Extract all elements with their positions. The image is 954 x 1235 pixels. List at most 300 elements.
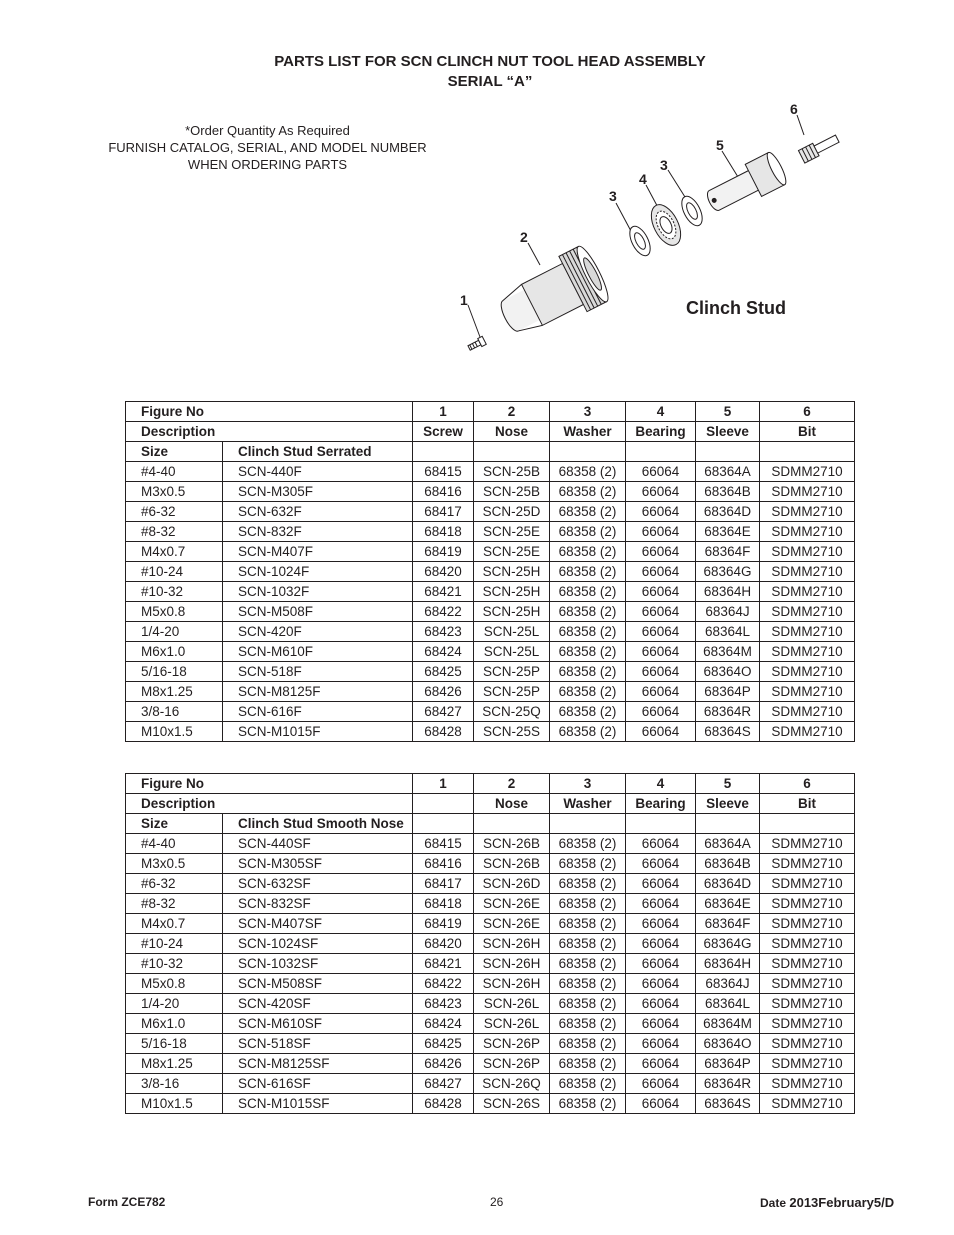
table-cell: 66064 xyxy=(626,874,696,894)
table-cell: 68364P xyxy=(696,682,760,702)
table-cell: 68364P xyxy=(696,1054,760,1074)
table-cell: SCN-616F xyxy=(223,702,413,722)
table-cell: 68358 (2) xyxy=(550,662,626,682)
table-cell: SCN-M8125SF xyxy=(223,1054,413,1074)
table-cell: 68358 (2) xyxy=(550,914,626,934)
table-cell: SDMM2710 xyxy=(760,974,855,994)
table-cell: 68364M xyxy=(696,642,760,662)
table-cell: M5x0.8 xyxy=(126,974,223,994)
header-cell: 6 xyxy=(760,774,855,794)
table-cell: SDMM2710 xyxy=(760,482,855,502)
description-row xyxy=(126,794,855,814)
table-cell: SDMM2710 xyxy=(760,542,855,562)
table-row xyxy=(126,914,855,934)
table-cell: 68364O xyxy=(696,1034,760,1054)
table-cell: M3x0.5 xyxy=(126,482,223,502)
callout-1: 1 xyxy=(460,292,468,308)
table-cell: 68426 xyxy=(413,1054,474,1074)
table-cell: 68415 xyxy=(413,462,474,482)
table-cell: 68358 (2) xyxy=(550,502,626,522)
table-cell: #10-32 xyxy=(126,582,223,602)
table-cell: SDMM2710 xyxy=(760,462,855,482)
table-cell: SDMM2710 xyxy=(760,722,855,742)
table-cell: 68425 xyxy=(413,1034,474,1054)
table-cell: 68358 (2) xyxy=(550,994,626,1014)
table-cell: 68358 (2) xyxy=(550,894,626,914)
table-cell: SCN-26D xyxy=(474,874,550,894)
table-cell: M6x1.0 xyxy=(126,1014,223,1034)
table-cell: 68364S xyxy=(696,1094,760,1114)
table-row xyxy=(126,722,855,742)
table-cell: SCN-26H xyxy=(474,954,550,974)
callout-5: 5 xyxy=(716,137,724,153)
table-cell: 66064 xyxy=(626,834,696,854)
table-cell: 66064 xyxy=(626,974,696,994)
table-cell: 68358 (2) xyxy=(550,954,626,974)
table-cell: SCN-26E xyxy=(474,894,550,914)
table-cell: 68358 (2) xyxy=(550,1054,626,1074)
table-cell: 68420 xyxy=(413,934,474,954)
table-cell: SDMM2710 xyxy=(760,954,855,974)
header-cell: Nose xyxy=(474,422,550,442)
table-cell: 66064 xyxy=(626,682,696,702)
table-cell: SDMM2710 xyxy=(760,702,855,722)
table-cell: 68418 xyxy=(413,522,474,542)
table-cell: SDMM2710 xyxy=(760,1054,855,1074)
table-cell: SCN-440F xyxy=(223,462,413,482)
table-cell: 68364E xyxy=(696,894,760,914)
table-cell: 68364H xyxy=(696,582,760,602)
table-cell: 68364O xyxy=(696,662,760,682)
table-cell: #4-40 xyxy=(126,834,223,854)
table-cell: M5x0.8 xyxy=(126,602,223,622)
table-cell: 68364F xyxy=(696,542,760,562)
table-cell: SCN-25S xyxy=(474,722,550,742)
table-cell: M6x1.0 xyxy=(126,642,223,662)
header-cell: 5 xyxy=(696,402,760,422)
table-cell: 68358 (2) xyxy=(550,602,626,622)
table-cell: SCN-M407F xyxy=(223,542,413,562)
figure-no-row xyxy=(126,774,855,794)
table-cell: 66064 xyxy=(626,1054,696,1074)
header-cell: Size xyxy=(126,814,223,834)
table-cell: SDMM2710 xyxy=(760,914,855,934)
table-cell: 68416 xyxy=(413,482,474,502)
diagram-caption: Clinch Stud xyxy=(686,298,786,318)
table-cell: 66064 xyxy=(626,994,696,1014)
table-row xyxy=(126,622,855,642)
table-cell: SCN-26L xyxy=(474,994,550,1014)
empty-cell xyxy=(760,814,855,834)
table-cell: SCN-M305SF xyxy=(223,854,413,874)
header-cell: 1 xyxy=(413,774,474,794)
header-cell: 4 xyxy=(626,774,696,794)
table-cell: 68424 xyxy=(413,642,474,662)
table-cell: #8-32 xyxy=(126,522,223,542)
table-cell: 68423 xyxy=(413,622,474,642)
table-cell: SCN-25B xyxy=(474,462,550,482)
table-cell: 66064 xyxy=(626,522,696,542)
table-cell: SDMM2710 xyxy=(760,622,855,642)
table-cell: SCN-518SF xyxy=(223,1034,413,1054)
table-cell: 66064 xyxy=(626,722,696,742)
table-row xyxy=(126,562,855,582)
table-cell: M3x0.5 xyxy=(126,854,223,874)
table-cell: 3/8-16 xyxy=(126,702,223,722)
table-cell: 68358 (2) xyxy=(550,854,626,874)
table-cell: 66064 xyxy=(626,854,696,874)
table-cell: 68422 xyxy=(413,974,474,994)
table-cell: 68419 xyxy=(413,914,474,934)
table-cell: #10-32 xyxy=(126,954,223,974)
callout-2: 2 xyxy=(520,229,528,245)
table-cell: 68421 xyxy=(413,582,474,602)
table-cell: 68364L xyxy=(696,622,760,642)
table-cell: 68364B xyxy=(696,854,760,874)
table-cell: 68364E xyxy=(696,522,760,542)
order-note xyxy=(90,122,445,173)
table-cell: 66064 xyxy=(626,702,696,722)
sleeve-part xyxy=(702,150,790,218)
order-note-line: *Order Quantity As Required xyxy=(185,123,350,138)
table-row xyxy=(126,954,855,974)
table-cell: 68358 (2) xyxy=(550,682,626,702)
header-cell: Bit xyxy=(760,794,855,814)
table-row xyxy=(126,602,855,622)
table-cell: 68358 (2) xyxy=(550,1094,626,1114)
table-cell: 66064 xyxy=(626,462,696,482)
table-cell: 68418 xyxy=(413,894,474,914)
table-cell: SCN-26Q xyxy=(474,1074,550,1094)
table-cell: 66064 xyxy=(626,1014,696,1034)
table-cell: 68364F xyxy=(696,914,760,934)
table-cell: SCN-25H xyxy=(474,582,550,602)
table-cell: M4x0.7 xyxy=(126,542,223,562)
table-cell: 66064 xyxy=(626,1034,696,1054)
table-cell: SDMM2710 xyxy=(760,662,855,682)
table-cell: SCN-25E xyxy=(474,522,550,542)
table-row xyxy=(126,662,855,682)
date-label: Date xyxy=(760,1196,787,1210)
table-cell: 68364J xyxy=(696,602,760,622)
table-cell: 66064 xyxy=(626,914,696,934)
table-cell: 68364G xyxy=(696,562,760,582)
empty-cell xyxy=(474,442,550,462)
header-cell: 3 xyxy=(550,774,626,794)
table-cell: 66064 xyxy=(626,642,696,662)
table-cell: SDMM2710 xyxy=(760,1094,855,1114)
empty-cell xyxy=(474,814,550,834)
table-cell: SCN-26H xyxy=(474,934,550,954)
table-cell: 68358 (2) xyxy=(550,722,626,742)
table-cell: SCN-25L xyxy=(474,642,550,662)
table-cell: SDMM2710 xyxy=(760,642,855,662)
empty-cell xyxy=(696,814,760,834)
table-row xyxy=(126,462,855,482)
table-cell: #4-40 xyxy=(126,462,223,482)
header-cell: 5 xyxy=(696,774,760,794)
table-cell: #8-32 xyxy=(126,894,223,914)
bit-part xyxy=(798,132,840,163)
table-cell: 68358 (2) xyxy=(550,934,626,954)
date-value: 2013February5/D xyxy=(789,1195,895,1210)
table-cell: M8x1.25 xyxy=(126,682,223,702)
table-cell: SCN-1032F xyxy=(223,582,413,602)
table-cell: SCN-25E xyxy=(474,542,550,562)
callout-6: 6 xyxy=(790,101,798,117)
table-cell: 68416 xyxy=(413,854,474,874)
table-cell: 68358 (2) xyxy=(550,522,626,542)
table-cell: 68358 (2) xyxy=(550,974,626,994)
table-cell: SCN-420SF xyxy=(223,994,413,1014)
header-cell: Bearing xyxy=(626,422,696,442)
table-cell: SCN-M1015SF xyxy=(223,1094,413,1114)
table-cell: SDMM2710 xyxy=(760,522,855,542)
table-cell: SDMM2710 xyxy=(760,682,855,702)
table-cell: #6-32 xyxy=(126,874,223,894)
table-cell: SCN-M508SF xyxy=(223,974,413,994)
table-cell: 68428 xyxy=(413,722,474,742)
table-cell: SDMM2710 xyxy=(760,994,855,1014)
header-cell: Washer xyxy=(550,794,626,814)
table-cell: SCN-1024F xyxy=(223,562,413,582)
header-cell: Bearing xyxy=(626,794,696,814)
empty-cell xyxy=(550,442,626,462)
table-row xyxy=(126,1094,855,1114)
table-row xyxy=(126,682,855,702)
table-row xyxy=(126,522,855,542)
table-cell: SCN-26P xyxy=(474,1054,550,1074)
table-cell: SDMM2710 xyxy=(760,854,855,874)
table-row xyxy=(126,874,855,894)
table-cell: SDMM2710 xyxy=(760,602,855,622)
table-row xyxy=(126,1014,855,1034)
table-cell: SCN-26P xyxy=(474,1034,550,1054)
revision-date xyxy=(760,1195,894,1210)
table-cell: SCN-25P xyxy=(474,682,550,702)
exploded-assembly-diagram xyxy=(440,95,860,365)
table-cell: 68358 (2) xyxy=(550,462,626,482)
table-cell: 68358 (2) xyxy=(550,642,626,662)
header-cell: Description xyxy=(126,422,413,442)
table-cell: #10-24 xyxy=(126,934,223,954)
table-cell: 68358 (2) xyxy=(550,1034,626,1054)
table-row xyxy=(126,1074,855,1094)
table-row xyxy=(126,974,855,994)
table-cell: 5/16-18 xyxy=(126,1034,223,1054)
table-cell: M4x0.7 xyxy=(126,914,223,934)
header-cell: Clinch Stud Serrated xyxy=(223,442,413,462)
table-cell: 68428 xyxy=(413,1094,474,1114)
empty-cell xyxy=(413,442,474,462)
table-cell: 68419 xyxy=(413,542,474,562)
table-cell: 66064 xyxy=(626,582,696,602)
table-cell: 68421 xyxy=(413,954,474,974)
table-cell: #10-24 xyxy=(126,562,223,582)
table-cell: SCN-632SF xyxy=(223,874,413,894)
table-row xyxy=(126,642,855,662)
table-cell: SCN-26B xyxy=(474,854,550,874)
table-cell: 68417 xyxy=(413,502,474,522)
table-cell: SCN-1024SF xyxy=(223,934,413,954)
table-cell: 68364M xyxy=(696,1014,760,1034)
table-row xyxy=(126,502,855,522)
parts-table-serrated xyxy=(125,401,855,742)
table-cell: 68358 (2) xyxy=(550,702,626,722)
header-cell: Clinch Stud Smooth Nose xyxy=(223,814,413,834)
header-cell: Size xyxy=(126,442,223,462)
order-note-line: FURNISH CATALOG, SERIAL, AND MODEL NUMBER xyxy=(108,140,427,155)
table-cell: SCN-M1015F xyxy=(223,722,413,742)
table-cell: 68364L xyxy=(696,994,760,1014)
table-cell: 68425 xyxy=(413,662,474,682)
table-cell: 68364H xyxy=(696,954,760,974)
table-row xyxy=(126,1034,855,1054)
table-cell: 68364R xyxy=(696,702,760,722)
table-cell: 68358 (2) xyxy=(550,482,626,502)
table-cell: 66064 xyxy=(626,662,696,682)
table-row xyxy=(126,854,855,874)
table-cell: SCN-832SF xyxy=(223,894,413,914)
table-cell: 68364S xyxy=(696,722,760,742)
table-row xyxy=(126,834,855,854)
empty-cell xyxy=(550,814,626,834)
table-cell: SDMM2710 xyxy=(760,1034,855,1054)
table-cell: 68358 (2) xyxy=(550,582,626,602)
table-cell: SDMM2710 xyxy=(760,502,855,522)
table-cell: 68427 xyxy=(413,702,474,722)
table-cell: SCN-26H xyxy=(474,974,550,994)
table-cell: SCN-26E xyxy=(474,914,550,934)
table-cell: 3/8-16 xyxy=(126,1074,223,1094)
table-cell: SDMM2710 xyxy=(760,834,855,854)
table-cell: SCN-26L xyxy=(474,1014,550,1034)
header-cell: Figure No xyxy=(126,774,413,794)
table-row xyxy=(126,1054,855,1074)
table-cell: 66064 xyxy=(626,954,696,974)
table-cell: M10x1.5 xyxy=(126,722,223,742)
callout-4: 4 xyxy=(639,171,647,187)
callout-3: 3 xyxy=(609,188,617,204)
table-cell: SCN-26B xyxy=(474,834,550,854)
header-cell: 6 xyxy=(760,402,855,422)
table-cell: 66064 xyxy=(626,482,696,502)
table-cell: 68364D xyxy=(696,502,760,522)
figure-no-row xyxy=(126,402,855,422)
nose-part xyxy=(491,243,613,346)
table-cell: SCN-25Q xyxy=(474,702,550,722)
table-cell: SCN-420F xyxy=(223,622,413,642)
header-cell: 2 xyxy=(474,774,550,794)
empty-cell xyxy=(626,442,696,462)
header-cell: Sleeve xyxy=(696,422,760,442)
table-cell: 66064 xyxy=(626,894,696,914)
table-cell: 66064 xyxy=(626,934,696,954)
header-cell: Description xyxy=(126,794,413,814)
table-cell: SCN-M8125F xyxy=(223,682,413,702)
table-cell: SDMM2710 xyxy=(760,582,855,602)
page-title: PARTS LIST FOR SCN CLINCH NUT TOOL HEAD ASSEMBLY xyxy=(274,53,706,70)
table-cell: 68358 (2) xyxy=(550,562,626,582)
table-cell: M8x1.25 xyxy=(126,1054,223,1074)
header-cell: Screw xyxy=(413,422,474,442)
table-cell: SCN-832F xyxy=(223,522,413,542)
table-cell: 66064 xyxy=(626,502,696,522)
parts-table-smooth-nose xyxy=(125,773,855,1114)
page-number: 26 xyxy=(490,1195,504,1209)
header-cell: 3 xyxy=(550,402,626,422)
empty-cell xyxy=(626,814,696,834)
table-cell: SCN-518F xyxy=(223,662,413,682)
table-cell: 68364R xyxy=(696,1074,760,1094)
table-cell: SCN-616SF xyxy=(223,1074,413,1094)
table-cell: 68364B xyxy=(696,482,760,502)
header-cell: Washer xyxy=(550,422,626,442)
description-row xyxy=(126,422,855,442)
table-cell: 68427 xyxy=(413,1074,474,1094)
size-row xyxy=(126,442,855,462)
table-cell: SDMM2710 xyxy=(760,562,855,582)
table-cell: SCN-25P xyxy=(474,662,550,682)
table-cell: SCN-M508F xyxy=(223,602,413,622)
table-cell: 66064 xyxy=(626,542,696,562)
table-cell: 68358 (2) xyxy=(550,622,626,642)
table-row xyxy=(126,994,855,1014)
screw-part xyxy=(467,336,486,352)
form-number: Form ZCE782 xyxy=(88,1195,166,1209)
table-cell: SCN-M610SF xyxy=(223,1014,413,1034)
table-cell: M10x1.5 xyxy=(126,1094,223,1114)
table-cell: #6-32 xyxy=(126,502,223,522)
header-cell: 1 xyxy=(413,402,474,422)
table-cell: 68424 xyxy=(413,1014,474,1034)
table-cell: 68364A xyxy=(696,834,760,854)
header-cell: Sleeve xyxy=(696,794,760,814)
header-cell xyxy=(413,794,474,814)
empty-cell xyxy=(760,442,855,462)
table-cell: 68423 xyxy=(413,994,474,1014)
table-cell: SCN-25H xyxy=(474,562,550,582)
header-cell: 4 xyxy=(626,402,696,422)
table-cell: 68364D xyxy=(696,874,760,894)
empty-cell xyxy=(413,814,474,834)
size-row xyxy=(126,814,855,834)
table-cell: 68420 xyxy=(413,562,474,582)
table-cell: 68422 xyxy=(413,602,474,622)
table-cell: 68415 xyxy=(413,834,474,854)
table-cell: 66064 xyxy=(626,1074,696,1094)
table-cell: SCN-440SF xyxy=(223,834,413,854)
table-cell: SCN-1032SF xyxy=(223,954,413,974)
page-subtitle: SERIAL “A” xyxy=(447,73,533,90)
table-cell: SCN-25B xyxy=(474,482,550,502)
table-cell: 66064 xyxy=(626,622,696,642)
table-cell: SCN-M610F xyxy=(223,642,413,662)
table-cell: 68364J xyxy=(696,974,760,994)
table-cell: SCN-M407SF xyxy=(223,914,413,934)
table-row xyxy=(126,542,855,562)
header-cell: Bit xyxy=(760,422,855,442)
table-cell: SDMM2710 xyxy=(760,1014,855,1034)
table-cell: SDMM2710 xyxy=(760,934,855,954)
table-cell: 68358 (2) xyxy=(550,1074,626,1094)
table-cell: SCN-26S xyxy=(474,1094,550,1114)
table-cell: 66064 xyxy=(626,562,696,582)
table-cell: 68417 xyxy=(413,874,474,894)
table-cell: 68426 xyxy=(413,682,474,702)
table-cell: 66064 xyxy=(626,602,696,622)
table-cell: 68358 (2) xyxy=(550,542,626,562)
